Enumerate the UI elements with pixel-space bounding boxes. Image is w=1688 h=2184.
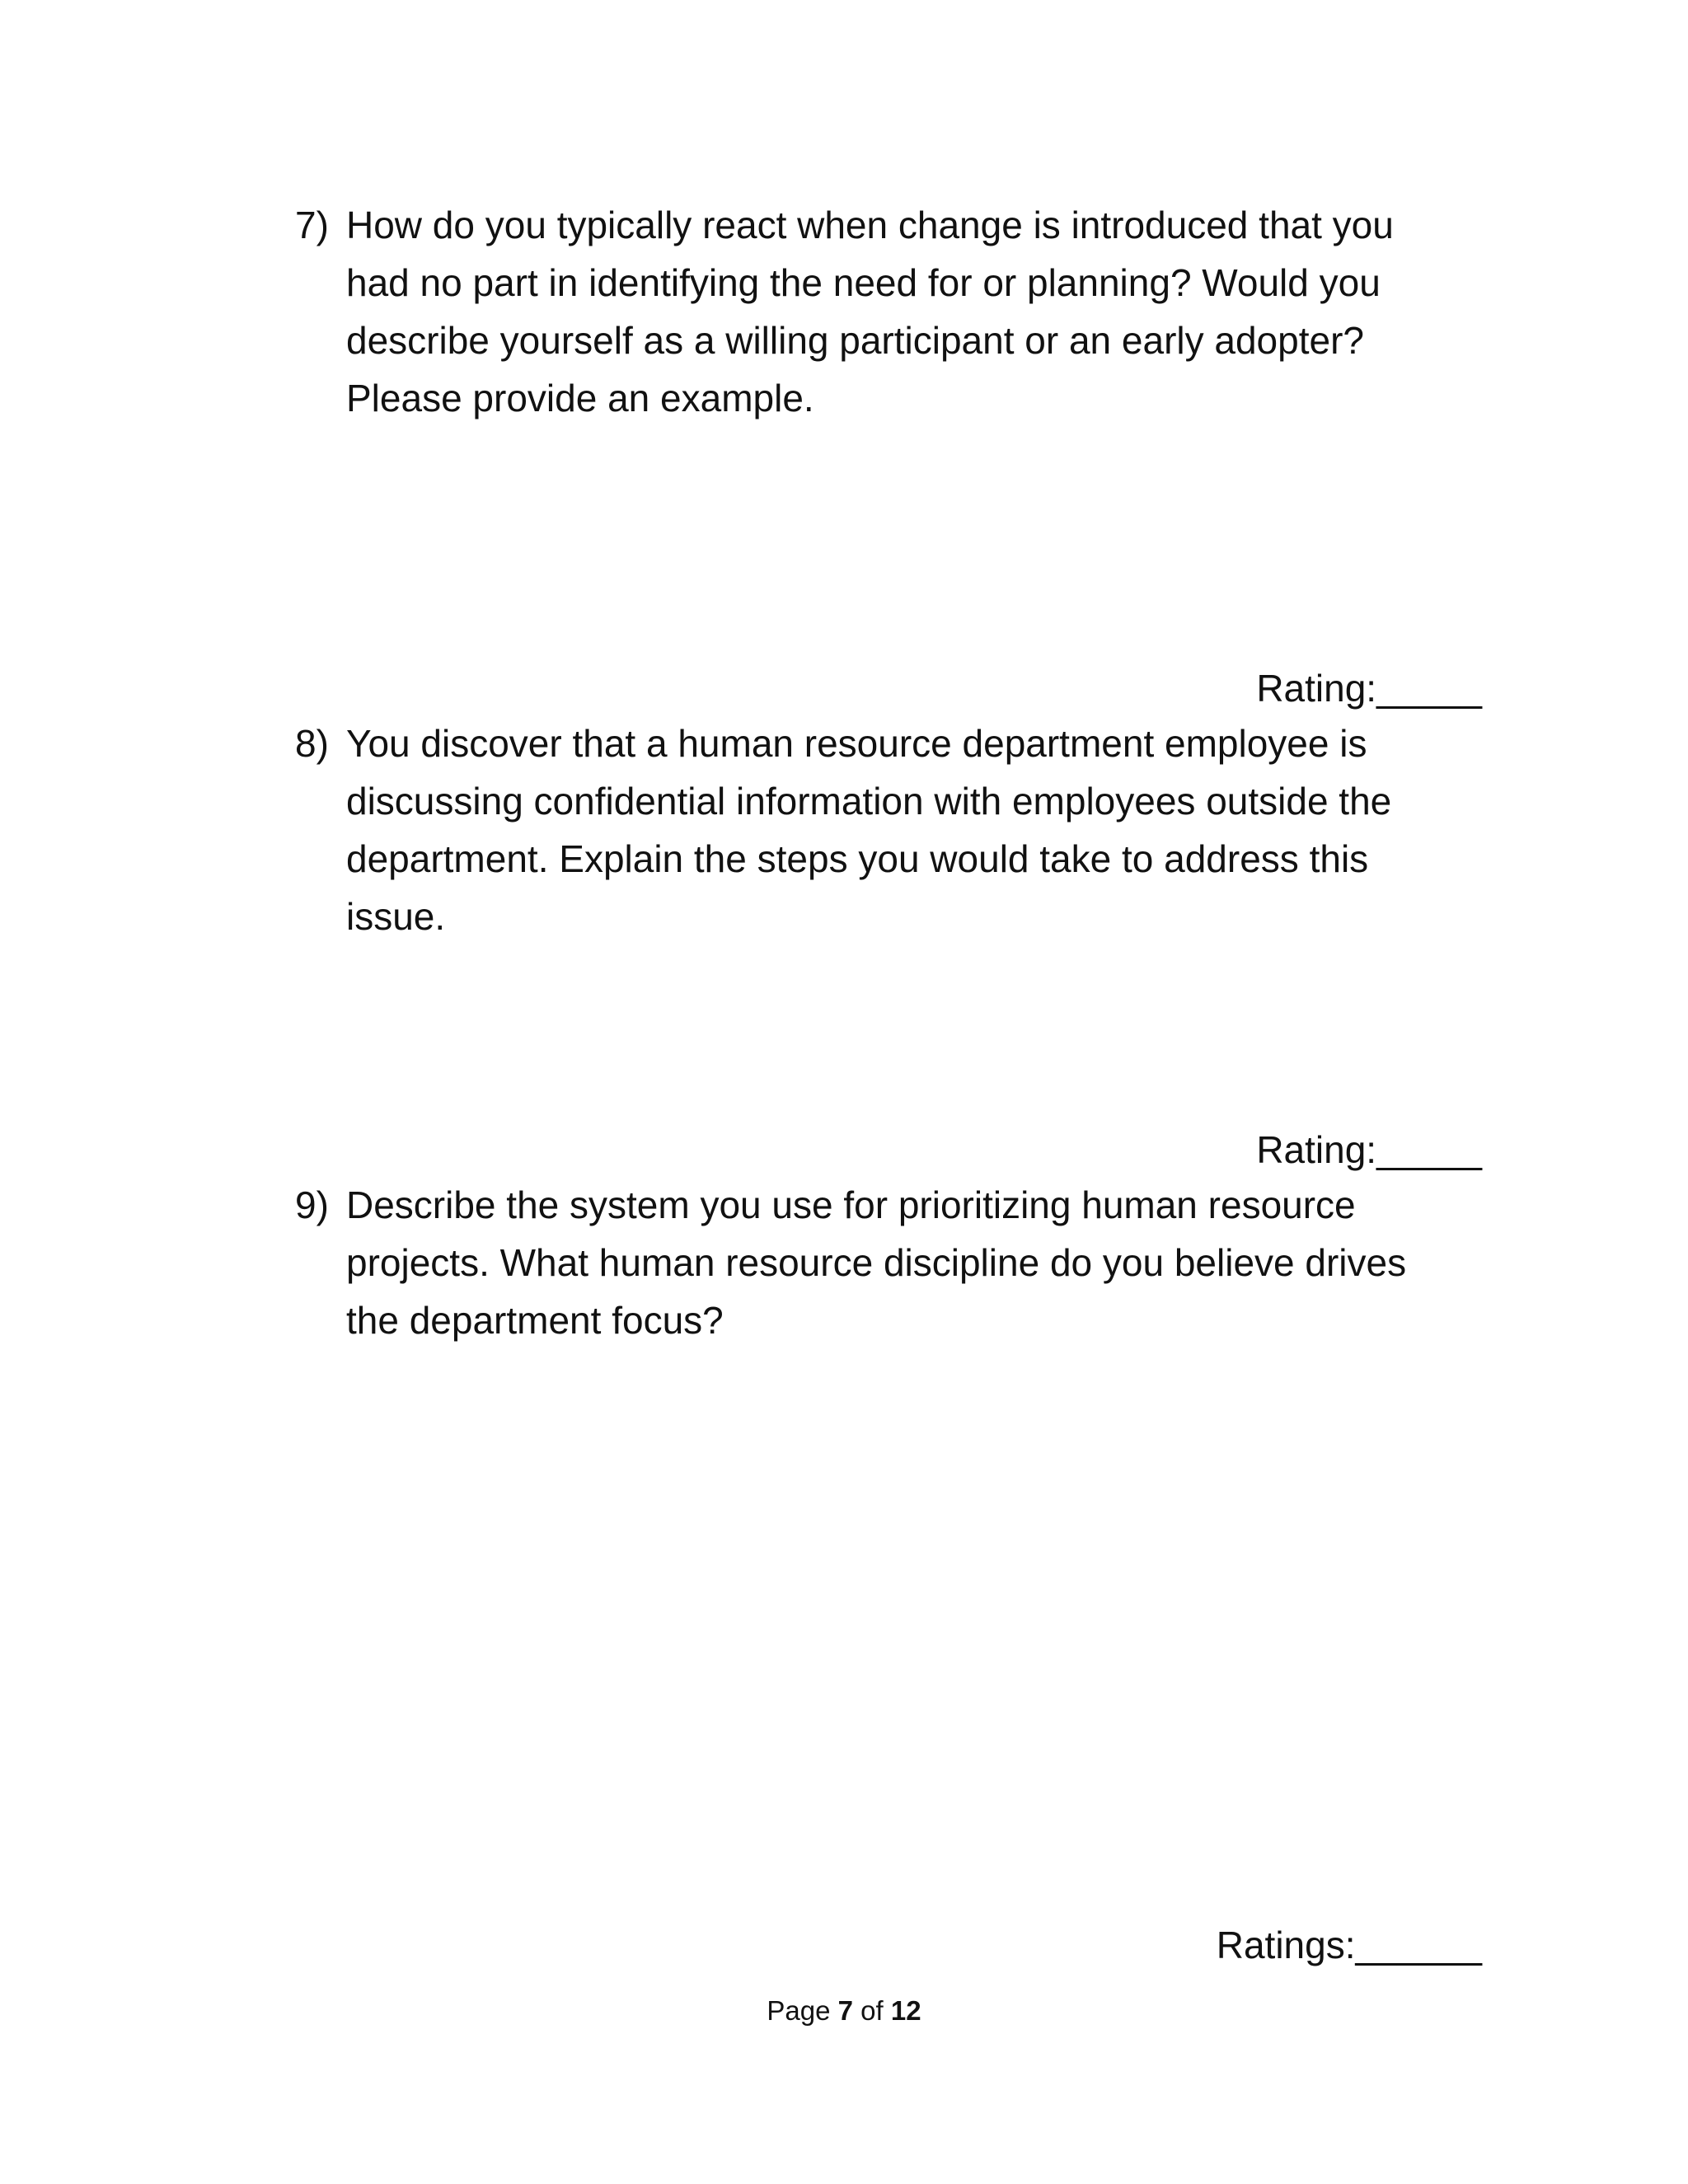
question-number: 9) xyxy=(295,1183,329,1226)
question-line: issue. xyxy=(346,895,446,938)
page-word: Page xyxy=(767,1995,831,2026)
question-line: department. Explain the steps you would take to address this xyxy=(346,837,1369,880)
rating-field-8: Rating:_____ xyxy=(1256,1128,1482,1171)
question-line: describe yourself as a willing participant or an early adopter? xyxy=(346,319,1364,362)
question-line: Describe the system you use for prioritizing human resource xyxy=(346,1183,1356,1226)
question-line: discussing confidential information with employees outside the xyxy=(346,780,1392,823)
of-word: of xyxy=(860,1995,884,2026)
question-text xyxy=(346,1176,1482,1349)
question-line: had no part in identifying the need for or planning? Would you xyxy=(346,261,1381,304)
question-line: the department focus? xyxy=(346,1299,724,1342)
page-footer xyxy=(0,1994,1688,2027)
question-number: 7) xyxy=(295,204,329,246)
current-page-number: 7 xyxy=(837,1995,853,2026)
question-text xyxy=(346,196,1482,427)
question-line: You discover that a human resource department employee is xyxy=(346,722,1367,765)
question-line: Please provide an example. xyxy=(346,377,814,419)
question-line: projects. What human resource discipline do you believe drives xyxy=(346,1241,1407,1284)
question-text xyxy=(346,715,1482,945)
total-pages-number: 12 xyxy=(890,1995,921,2026)
question-line: How do you typically react when change is introduced that you xyxy=(346,204,1394,246)
question-number: 8) xyxy=(295,722,329,765)
rating-field-7: Rating:_____ xyxy=(1256,667,1482,710)
rating-field-9: Ratings:______ xyxy=(1216,1924,1482,1966)
